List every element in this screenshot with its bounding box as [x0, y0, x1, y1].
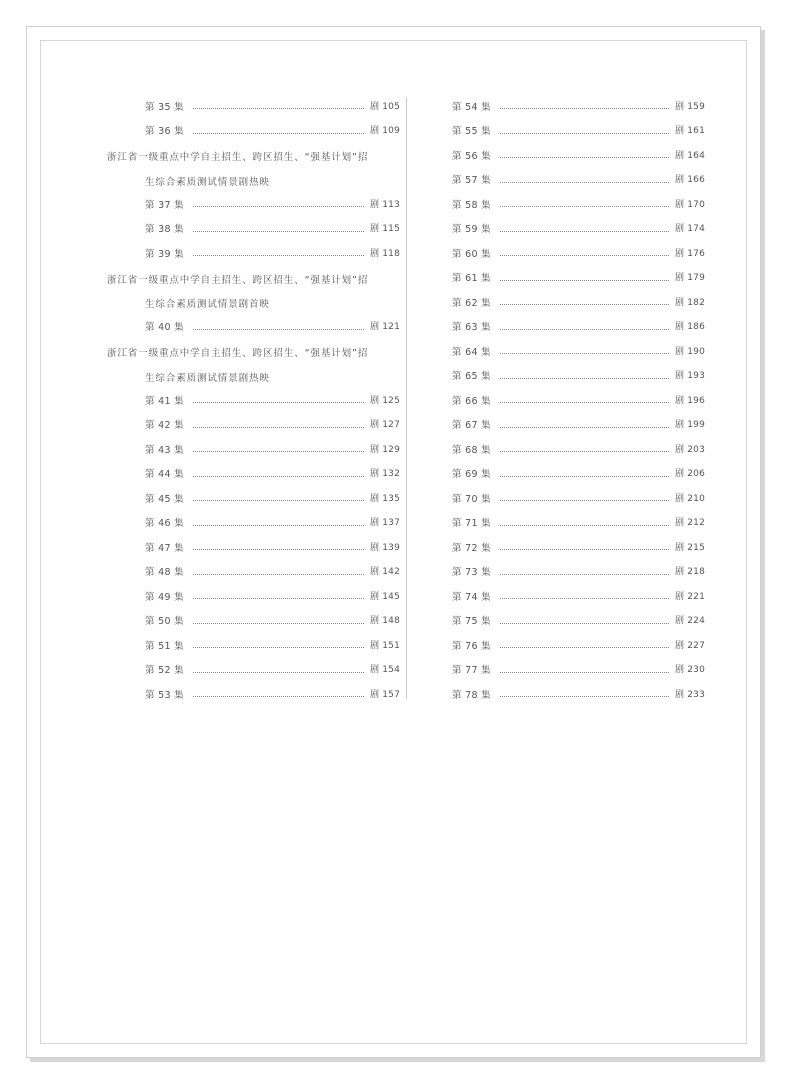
- toc-entry[interactable]: [107, 120, 400, 145]
- episode-label: 第 61 集: [452, 273, 491, 284]
- toc-entry[interactable]: [452, 120, 705, 145]
- page-number: 剧 224: [674, 616, 705, 627]
- dot-leader: [193, 426, 364, 428]
- page-number: 剧 113: [369, 199, 400, 210]
- page-number: 剧 132: [369, 469, 400, 480]
- page-number: 剧 174: [674, 224, 705, 235]
- page-number: 剧 166: [674, 175, 705, 186]
- toc-entry[interactable]: [107, 414, 400, 439]
- dot-leader: [193, 205, 364, 207]
- dot-leader: [500, 646, 669, 648]
- toc-entry[interactable]: [452, 585, 705, 610]
- section-heading-line-1: 浙江省一级重点中学自主招生、跨区招生、“强基计划”招: [107, 274, 369, 286]
- page-number: 剧 227: [674, 640, 705, 651]
- page-number: 剧 118: [369, 248, 400, 259]
- section-heading-line-2: 生综合素质测试情景剧热映: [145, 372, 270, 384]
- page-number: 剧 203: [674, 444, 705, 455]
- page-number: 剧 142: [369, 567, 400, 578]
- dot-leader: [193, 132, 364, 134]
- section-heading-line-1: 浙江省一级重点中学自主招生、跨区招生、“强基计划”招: [107, 152, 369, 164]
- section-heading: [107, 144, 400, 193]
- section-heading: [107, 340, 400, 389]
- section-heading-line-1: 浙江省一级重点中学自主招生、跨区招生、“强基计划”招: [107, 348, 369, 360]
- toc-left-column: [107, 95, 400, 708]
- episode-label: 第 52 集: [145, 665, 184, 676]
- toc-entry[interactable]: [107, 95, 400, 120]
- page-number: 剧 137: [369, 518, 400, 529]
- episode-label: 第 57 集: [452, 175, 491, 186]
- toc-entry[interactable]: [107, 463, 400, 488]
- episode-label: 第 53 集: [145, 689, 184, 701]
- dot-leader: [500, 132, 669, 134]
- toc-entry[interactable]: [452, 291, 705, 316]
- dot-leader: [500, 450, 669, 452]
- dot-leader: [500, 499, 669, 501]
- toc-entry[interactable]: [107, 561, 400, 586]
- page-number: 剧 206: [674, 469, 705, 480]
- episode-label: 第 42 集: [145, 420, 184, 431]
- dot-leader: [500, 573, 669, 575]
- dot-leader: [500, 328, 669, 330]
- episode-label: 第 74 集: [452, 591, 491, 603]
- toc-entry[interactable]: [452, 218, 705, 243]
- toc-entry[interactable]: [452, 169, 705, 194]
- episode-label: 第 43 集: [145, 444, 184, 456]
- page-number: 剧 182: [674, 297, 705, 308]
- episode-label: 第 44 集: [145, 469, 184, 480]
- toc-entry[interactable]: [452, 512, 705, 537]
- dot-leader: [500, 303, 669, 305]
- page-number: 剧 139: [369, 542, 400, 553]
- dot-leader: [500, 524, 669, 526]
- toc-entry[interactable]: [452, 414, 705, 439]
- toc-entry[interactable]: [452, 193, 705, 218]
- dot-leader: [500, 475, 669, 477]
- page-number: 剧 151: [369, 640, 400, 651]
- dot-leader: [500, 352, 669, 354]
- page-number: 剧 159: [674, 101, 705, 112]
- toc-entry[interactable]: [107, 242, 400, 267]
- episode-label: 第 62 集: [452, 297, 491, 309]
- dot-leader: [193, 401, 364, 403]
- dot-leader: [193, 450, 364, 452]
- episode-label: 第 51 集: [145, 640, 184, 652]
- dot-leader: [193, 499, 364, 501]
- episode-label: 第 45 集: [145, 493, 184, 505]
- dot-leader: [193, 524, 364, 526]
- page-number: 剧 129: [369, 444, 400, 455]
- toc-entry[interactable]: [107, 634, 400, 659]
- page-number: 剧 193: [674, 371, 705, 382]
- episode-label: 第 59 集: [452, 224, 491, 235]
- page-number: 剧 115: [369, 224, 400, 235]
- page-number: 剧 199: [674, 420, 705, 431]
- dot-leader: [500, 548, 669, 550]
- page-number: 剧 135: [369, 493, 400, 504]
- dot-leader: [500, 254, 669, 256]
- page-number: 剧 148: [369, 616, 400, 627]
- dot-leader: [500, 181, 669, 183]
- toc-entry[interactable]: [452, 316, 705, 341]
- toc-entry[interactable]: [452, 365, 705, 390]
- dot-leader: [193, 107, 364, 109]
- page-number: 剧 221: [674, 591, 705, 602]
- toc-entry[interactable]: [107, 316, 400, 341]
- dot-leader: [193, 328, 364, 330]
- page-number: 剧 190: [674, 346, 705, 357]
- toc-entry[interactable]: [452, 340, 705, 365]
- page-number: 剧 161: [674, 126, 705, 137]
- toc-entry[interactable]: [452, 536, 705, 561]
- toc-entry[interactable]: [452, 659, 705, 684]
- episode-label: 第 41 集: [145, 395, 184, 407]
- episode-label: 第 73 集: [452, 567, 491, 578]
- dot-leader: [193, 254, 364, 256]
- episode-label: 第 54 集: [452, 101, 491, 113]
- dot-leader: [500, 622, 669, 624]
- page-number: 剧 121: [369, 322, 400, 333]
- episode-label: 第 72 集: [452, 542, 491, 554]
- toc-entry[interactable]: [452, 487, 705, 512]
- page-number: 剧 125: [369, 395, 400, 406]
- page-number: 剧 210: [674, 493, 705, 504]
- dot-leader: [193, 230, 364, 232]
- episode-label: 第 37 集: [145, 199, 184, 211]
- episode-label: 第 38 集: [145, 224, 184, 235]
- toc-entry[interactable]: [452, 438, 705, 463]
- page-number: 剧 176: [674, 248, 705, 259]
- page-number: 剧 105: [369, 101, 400, 112]
- episode-label: 第 78 集: [452, 689, 491, 701]
- section-heading: [107, 267, 400, 316]
- episode-label: 第 40 集: [145, 322, 184, 333]
- episode-label: 第 69 集: [452, 469, 491, 480]
- toc-entry[interactable]: [107, 438, 400, 463]
- episode-label: 第 49 集: [145, 591, 184, 603]
- toc-entry[interactable]: [107, 683, 400, 708]
- page-number: 剧 179: [674, 273, 705, 284]
- episode-label: 第 55 集: [452, 126, 491, 137]
- episode-label: 第 70 集: [452, 493, 491, 505]
- toc-entry[interactable]: [452, 144, 705, 169]
- toc-entry[interactable]: [107, 512, 400, 537]
- dot-leader: [500, 156, 669, 158]
- dot-leader: [193, 695, 364, 697]
- dot-leader: [500, 426, 669, 428]
- page-number: 剧 196: [674, 395, 705, 406]
- toc-entry[interactable]: [452, 389, 705, 414]
- page-number: 剧 215: [674, 542, 705, 553]
- page-number: 剧 154: [369, 665, 400, 676]
- toc-entry[interactable]: [452, 683, 705, 708]
- page-number: 剧 164: [674, 150, 705, 161]
- toc-entry[interactable]: [452, 267, 705, 292]
- dot-leader: [500, 107, 669, 109]
- dot-leader: [193, 573, 364, 575]
- page-number: 剧 218: [674, 567, 705, 578]
- episode-label: 第 66 集: [452, 395, 491, 407]
- page-number: 剧 109: [369, 126, 400, 137]
- section-heading-line-2: 生综合素质测试情景剧首映: [145, 299, 270, 311]
- episode-label: 第 46 集: [145, 518, 184, 529]
- episode-label: 第 39 集: [145, 248, 184, 260]
- toc-entry[interactable]: [452, 95, 705, 120]
- dot-leader: [500, 377, 669, 379]
- page-number: 剧 230: [674, 665, 705, 676]
- column-divider: [406, 97, 407, 699]
- toc-entry[interactable]: [107, 487, 400, 512]
- episode-label: 第 67 集: [452, 420, 491, 431]
- episode-label: 第 48 集: [145, 567, 184, 578]
- toc-entry[interactable]: [107, 610, 400, 635]
- toc-entry[interactable]: [107, 659, 400, 684]
- dot-leader: [193, 671, 364, 673]
- toc-right-column: [452, 95, 705, 708]
- dot-leader: [500, 671, 669, 673]
- episode-label: 第 50 集: [145, 616, 184, 627]
- toc-entry[interactable]: [107, 218, 400, 243]
- document-page: [26, 26, 761, 1058]
- page-number: 剧 170: [674, 199, 705, 210]
- dot-leader: [500, 279, 669, 281]
- page-number: 剧 212: [674, 518, 705, 529]
- dot-leader: [500, 401, 669, 403]
- episode-label: 第 71 集: [452, 518, 491, 529]
- episode-label: 第 75 集: [452, 616, 491, 627]
- dot-leader: [193, 475, 364, 477]
- toc-entry[interactable]: [452, 242, 705, 267]
- episode-label: 第 56 集: [452, 150, 491, 162]
- toc-entry[interactable]: [107, 193, 400, 218]
- dot-leader: [193, 597, 364, 599]
- dot-leader: [193, 646, 364, 648]
- episode-label: 第 60 集: [452, 248, 491, 260]
- toc-entry[interactable]: [452, 634, 705, 659]
- page-number: 剧 233: [674, 689, 705, 700]
- dot-leader: [193, 622, 364, 624]
- page-number: 剧 186: [674, 322, 705, 333]
- toc-entry[interactable]: [452, 610, 705, 635]
- dot-leader: [500, 205, 669, 207]
- dot-leader: [500, 695, 669, 697]
- toc-entry[interactable]: [107, 389, 400, 414]
- dot-leader: [500, 230, 669, 232]
- page-number: 剧 127: [369, 420, 400, 431]
- episode-label: 第 35 集: [145, 101, 184, 113]
- toc-entry[interactable]: [107, 585, 400, 610]
- episode-label: 第 76 集: [452, 640, 491, 652]
- episode-label: 第 58 集: [452, 199, 491, 211]
- episode-label: 第 68 集: [452, 444, 491, 456]
- toc-entry[interactable]: [452, 463, 705, 488]
- dot-leader: [500, 597, 669, 599]
- episode-label: 第 47 集: [145, 542, 184, 554]
- episode-label: 第 63 集: [452, 322, 491, 333]
- toc-entry[interactable]: [452, 561, 705, 586]
- page-number: 剧 145: [369, 591, 400, 602]
- episode-label: 第 65 集: [452, 371, 491, 382]
- page-number: 剧 157: [369, 689, 400, 700]
- episode-label: 第 64 集: [452, 346, 491, 358]
- section-heading-line-2: 生综合素质测试情景剧热映: [145, 176, 270, 188]
- episode-label: 第 77 集: [452, 665, 491, 676]
- episode-label: 第 36 集: [145, 126, 184, 137]
- dot-leader: [193, 548, 364, 550]
- toc-entry[interactable]: [107, 536, 400, 561]
